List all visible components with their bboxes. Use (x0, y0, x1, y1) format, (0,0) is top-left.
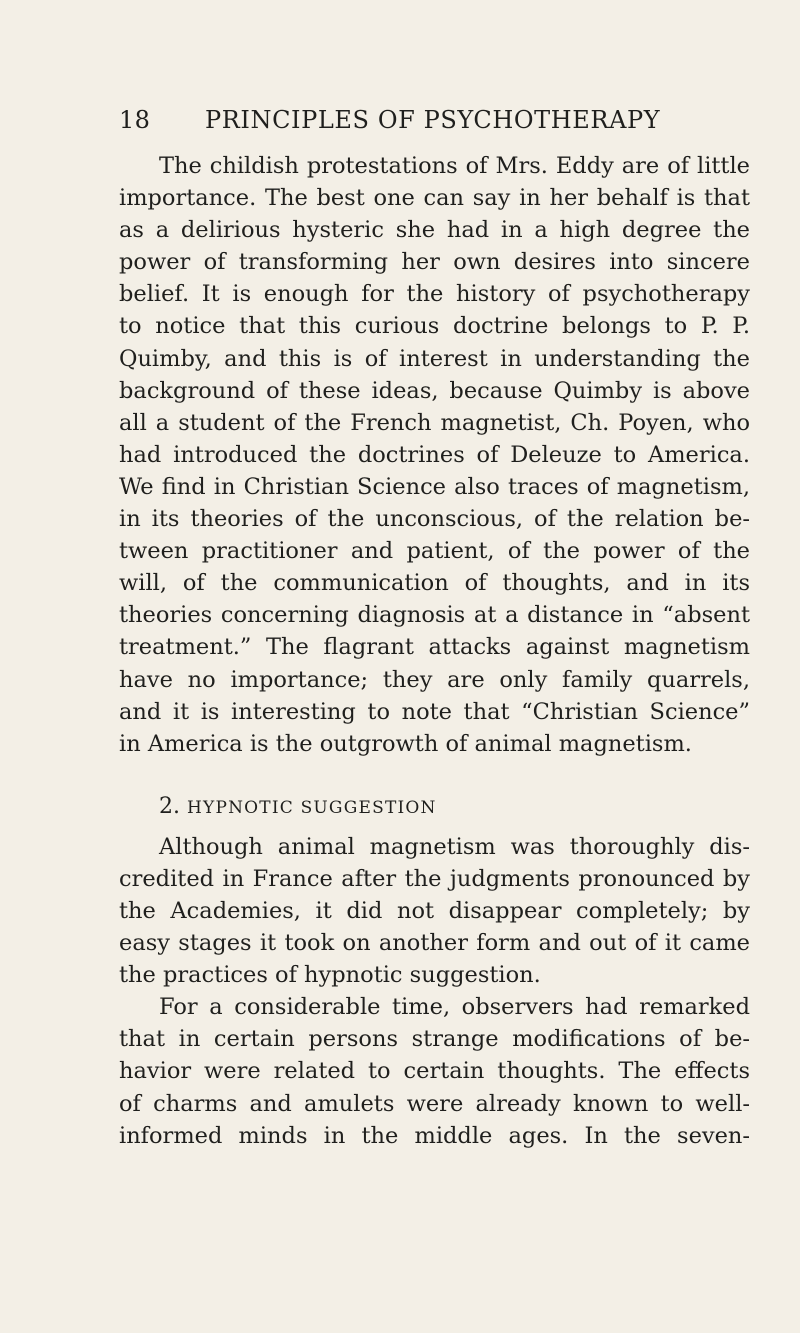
running-title: PRINCIPLES OF PSYCHOTHERAPY (205, 106, 661, 134)
paragraph-christian-science (119, 150, 750, 760)
text-line: in America is the outgrowth of animal magnetism. (119, 730, 692, 757)
text-line: the practices of hypnotic suggestion. (119, 962, 541, 989)
text-line: that in certain persons strange modifications of be- (119, 1026, 750, 1053)
paragraph-animal-magnetism (119, 831, 750, 991)
text-line: as a delirious hysteric she had in a high degree the (119, 217, 750, 244)
running-head (119, 104, 750, 136)
text-line: had introduced the doctrines of Deleuze to America. (119, 441, 750, 468)
text-line: For a considerable time, observers had remarked (159, 994, 750, 1021)
text-line: tween practitioner and patient, of the power of the (119, 538, 750, 565)
section-heading (119, 792, 750, 823)
text-line: power of transforming her own desires into sincere (119, 249, 750, 276)
text-line: to notice that this curious doctrine belongs to P. P. (119, 313, 750, 340)
text-line: in its theories of the unconscious, of the relation be- (119, 506, 750, 533)
text-line: and it is interesting to note that “Christian Science” (119, 698, 750, 725)
text-line: importance. The best one can say in her behalf is that (119, 185, 750, 212)
text-line: background of these ideas, because Quimby is above (119, 377, 750, 404)
text-line: theories concerning diagnosis at a distance in “absent (119, 602, 750, 629)
text-line: havior were related to certain thoughts. The effects (119, 1058, 750, 1085)
text-line: credited in France after the judgments pronounced by (119, 865, 750, 892)
section-number: 2. (159, 793, 180, 819)
text-line: the Academies, it did not disappear completely; by (119, 897, 750, 924)
text-line: Quimby, and this is of interest in understanding the (119, 345, 750, 372)
text-line: of charms and amulets were already known to well- (119, 1090, 750, 1117)
text-line: The childish protestations of Mrs. Eddy are of little (159, 153, 750, 179)
text-line: will, of the communication of thoughts, and in its (119, 570, 750, 597)
text-line: easy stages it took on another form and out of it came (119, 930, 750, 957)
text-line: all a student of the French magnetist, Ch. Poyen, who (119, 409, 750, 436)
text-line: informed minds in the middle ages. In the seven- (119, 1122, 750, 1149)
text-line: Although animal magnetism was thoroughly dis- (159, 833, 750, 860)
text-line: belief. It is enough for the history of psychotherapy (119, 281, 750, 308)
text-line: have no importance; they are only family quarrels, (119, 666, 750, 693)
page-number: 18 (119, 106, 151, 134)
paragraph-observers (119, 991, 750, 1151)
section-title: HYPNOTIC SUGGESTION (187, 797, 437, 818)
text-line: treatment.” The flagrant attacks against magnetism (119, 634, 750, 661)
text-line: We find in Christian Science also traces of magnetism, (119, 473, 750, 500)
